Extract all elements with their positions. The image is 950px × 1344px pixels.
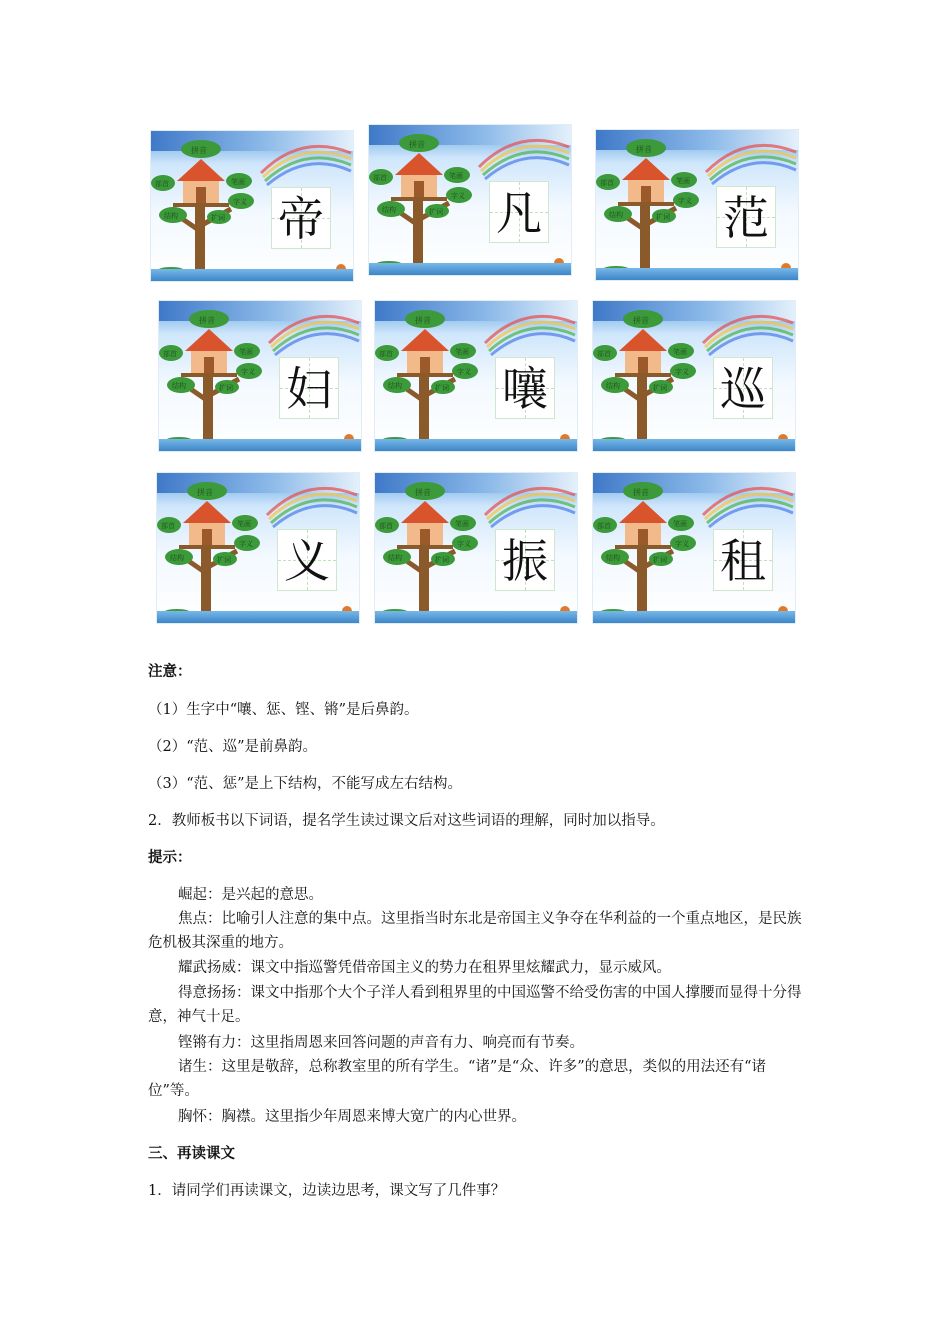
flashcard-character: 凡 [496,186,542,240]
card-water [375,611,577,623]
section-3-item-1: 1．请同学们再读课文，边读边思考，课文写了几件事？ [148,1183,506,1199]
label-kuoci: 扩词 [429,208,443,216]
label-jiegou: 结构 [609,211,623,219]
label-bihua: 笔画 [239,348,253,356]
label-pinyin: 拼音 [409,140,425,149]
character-grid [716,186,776,248]
character-grid [279,357,339,419]
card-water [159,439,361,451]
label-bushou: 部首 [379,522,393,530]
label-bihua: 笔画 [455,520,469,528]
label-kuoci: 扩词 [211,214,225,222]
flashcard-character: 嚷 [502,362,548,416]
label-kuoci: 扩词 [653,384,667,392]
flashcard [156,472,360,624]
label-kuoci: 扩词 [435,556,449,564]
label-jiegou: 结构 [170,554,184,562]
tip-entry: 耀武扬威：课文中指巡警凭借帝国主义的势力在租界里炫耀武力，显示威风。 [178,960,671,976]
label-pinyin: 拼音 [636,145,652,154]
label-pinyin: 拼音 [191,146,207,155]
label-zixing: 字义 [233,198,247,206]
flashcard-grid [0,0,950,640]
flashcard-character: 义 [284,534,330,588]
tip-entry: 胸怀：胸襟。这里指少年周恩来博大宽广的内心世界。 [178,1109,526,1125]
character-grid [489,181,549,243]
card-water [375,439,577,451]
label-bihua: 笔画 [676,177,690,185]
label-kuoci: 扩词 [219,384,233,392]
flashcard [374,300,578,452]
label-bihua: 笔画 [455,348,469,356]
step-2-text: 2．教师板书以下词语，提名学生读过课文后对这些词语的理解，同时加以指导。 [148,813,665,829]
label-bihua: 笔画 [449,172,463,180]
label-pinyin: 拼音 [415,316,431,325]
flashcard-character: 振 [502,534,548,588]
flashcard-character: 妇 [286,362,332,416]
tip-entry: 得意扬扬：课文中指那个大个子洋人看到租界里的中国巡警不给受伤害的中国人撑腰而显得十分得意，神气十足。 [148,985,802,1025]
character-grid [271,187,331,249]
notice-item-2: （2）“范、巡”是前鼻韵。 [148,739,318,755]
card-water [593,611,795,623]
tip-entry: 崛起：是兴起的意思。 [178,887,323,903]
label-jiegou: 结构 [606,382,620,390]
card-water [369,263,571,275]
flashcard-character: 帝 [278,192,324,246]
label-zixing: 字义 [457,540,471,548]
label-zixing: 字义 [675,540,689,548]
notice-item-3: （3）“范、惩”是上下结构，不能写成左右结构。 [148,776,463,792]
label-jiegou: 结构 [164,212,178,220]
flashcard [150,130,354,282]
tip-entry: 铿锵有力：这里指周恩来回答问题的声音有力、响亮而有节奏。 [178,1035,584,1051]
label-jiegou: 结构 [606,554,620,562]
label-zixing: 字义 [675,368,689,376]
label-bushou: 部首 [163,350,177,358]
label-bihua: 笔画 [237,520,251,528]
notice-heading: 注意： [148,664,192,680]
label-pinyin: 拼音 [415,488,431,497]
character-grid [495,357,555,419]
label-zixing: 字义 [457,368,471,376]
card-water [593,439,795,451]
flashcard-character: 范 [723,191,769,245]
card-water [157,611,359,623]
tips-heading: 提示： [148,850,192,866]
character-grid [277,529,337,591]
section-3-heading: 三、再读课文 [148,1146,235,1162]
label-zixing: 字义 [239,540,253,548]
card-water [596,268,798,280]
label-jiegou: 结构 [388,554,402,562]
label-bushou: 部首 [373,174,387,182]
flashcard [592,472,796,624]
flashcard [592,300,796,452]
label-bushou: 部首 [379,350,393,358]
label-bushou: 部首 [600,179,614,187]
card-water [151,269,353,281]
label-kuoci: 扩词 [435,384,449,392]
character-grid [713,357,773,419]
flashcard [374,472,578,624]
label-jiegou: 结构 [388,382,402,390]
label-zixing: 字义 [678,197,692,205]
flashcard-character: 租 [720,534,766,588]
flashcard-character: 巡 [720,362,766,416]
label-kuoci: 扩词 [653,556,667,564]
label-bihua: 笔画 [673,348,687,356]
label-kuoci: 扩词 [656,213,670,221]
flashcard [595,129,799,281]
label-pinyin: 拼音 [633,316,649,325]
label-bushou: 部首 [597,522,611,530]
flashcard [158,300,362,452]
tip-entry: 诸生：这里是敬辞，总称教室里的所有学生。“诸”是“众、许多”的意思，类似的用法还有“诸位”等。 [148,1059,767,1099]
label-bihua: 笔画 [231,178,245,186]
label-bushou: 部首 [597,350,611,358]
label-jiegou: 结构 [172,382,186,390]
label-jiegou: 结构 [382,206,396,214]
label-kuoci: 扩词 [217,556,231,564]
label-bushou: 部首 [161,522,175,530]
label-zixing: 字义 [451,192,465,200]
label-pinyin: 拼音 [199,316,215,325]
notice-item-1: （1）生字中“嚷、惩、铿、锵”是后鼻韵。 [148,702,419,718]
character-grid [495,529,555,591]
flashcard [368,124,572,276]
label-pinyin: 拼音 [633,488,649,497]
tip-entry: 焦点：比喻引人注意的集中点。这里指当时东北是帝国主义争夺在华利益的一个重点地区，是民族危机极其深重的地方。 [148,911,802,951]
label-pinyin: 拼音 [197,488,213,497]
label-bushou: 部首 [155,180,169,188]
label-bihua: 笔画 [673,520,687,528]
character-grid [713,529,773,591]
label-zixing: 字义 [241,368,255,376]
